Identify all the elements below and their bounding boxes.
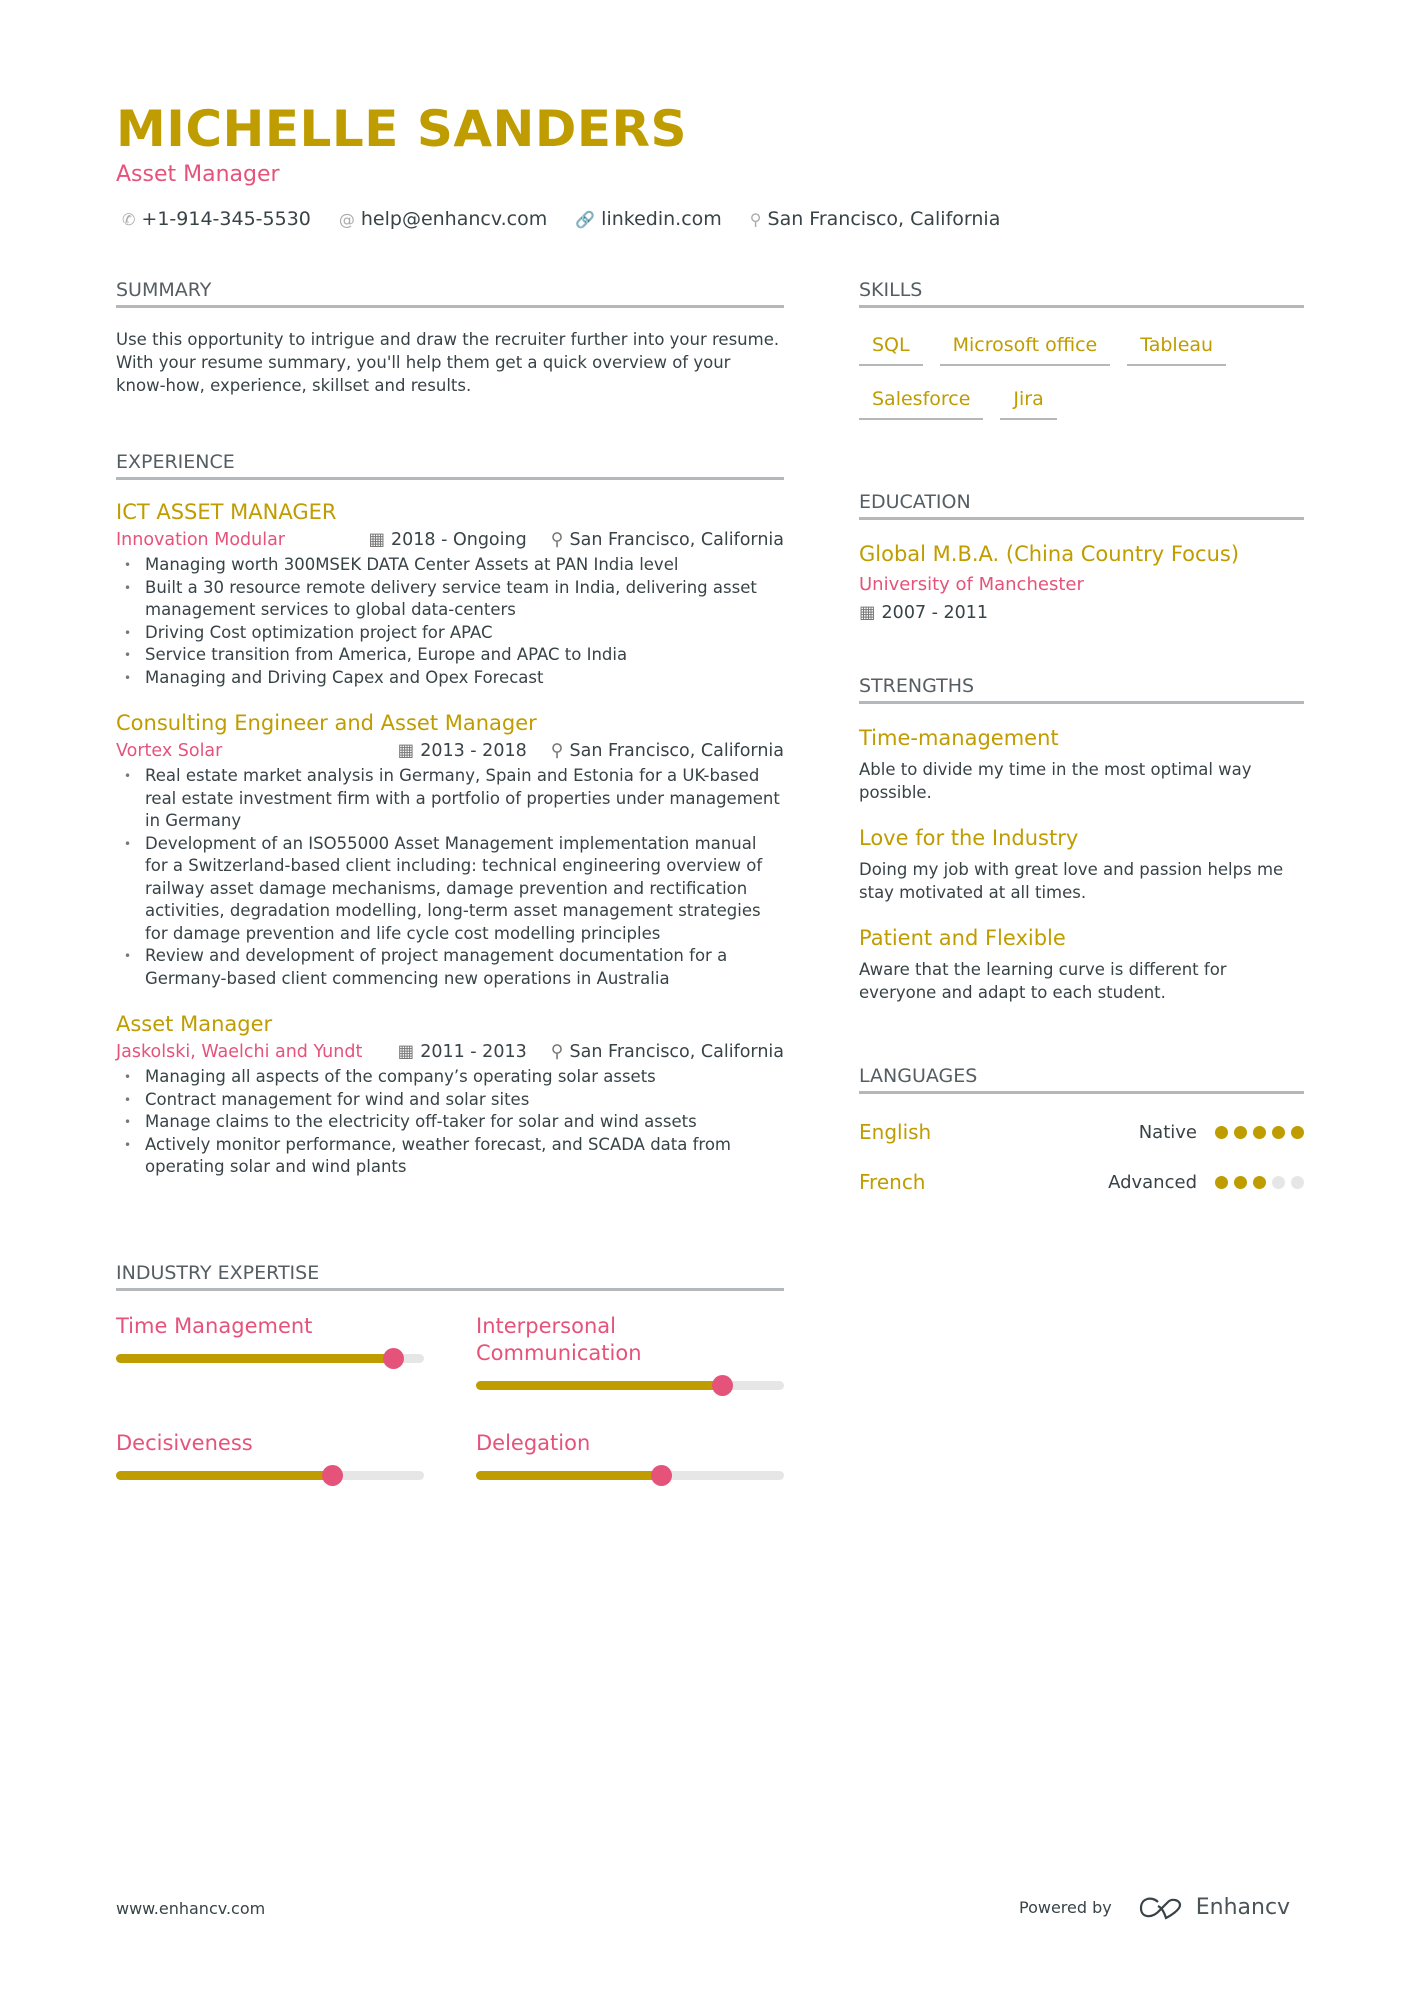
slider-thumb xyxy=(383,1348,404,1369)
expertise-slider xyxy=(476,1381,784,1390)
calendar-icon: ▦ xyxy=(368,530,385,550)
skill-tag: Jira xyxy=(1000,388,1056,420)
contact-item[interactable] xyxy=(750,208,1001,230)
language-rating xyxy=(1215,1126,1304,1139)
slider-fill xyxy=(116,1471,332,1480)
phone-icon: ✆ xyxy=(122,210,136,229)
rating-dot xyxy=(1234,1126,1247,1139)
job-bullets xyxy=(116,765,784,990)
summary-section xyxy=(116,279,784,397)
calendar-icon: ▦ xyxy=(397,1042,415,1062)
rating-dot xyxy=(1234,1176,1247,1189)
calendar-icon: ▦ xyxy=(859,603,876,623)
contact-item[interactable] xyxy=(122,208,311,230)
languages-heading: LANGUAGES xyxy=(859,1065,1304,1094)
job-dates: 2013 - 2018 xyxy=(420,741,527,761)
experience-section xyxy=(116,451,784,1179)
education-heading: EDUCATION xyxy=(859,491,1304,520)
job-entry xyxy=(116,500,784,689)
contact-item[interactable] xyxy=(575,208,722,230)
skill-tag: SQL xyxy=(859,334,923,366)
bullet-item: • Built a 30 resource remote delivery service team in India, delivering asset management services to global data-centers xyxy=(116,577,784,622)
summary-heading: SUMMARY xyxy=(116,279,784,308)
language-row xyxy=(859,1170,1304,1194)
contact-text: San Francisco, California xyxy=(767,208,1001,230)
job-location-wrap xyxy=(551,1042,784,1062)
bullet-item: • Driving Cost optimization project for APAC xyxy=(116,622,784,645)
slider-fill xyxy=(476,1381,722,1390)
job-details xyxy=(398,1042,784,1062)
strength-title: Time-management xyxy=(859,726,1059,750)
job-title: ICT ASSET MANAGER xyxy=(116,500,337,524)
bullet-item: • Contract management for wind and solar sites xyxy=(116,1089,784,1112)
candidate-name: MICHELLE SANDERS xyxy=(116,100,688,158)
language-row xyxy=(859,1120,1304,1144)
contact-text: linkedin.com xyxy=(601,208,722,230)
rating-dot xyxy=(1253,1126,1266,1139)
slider-fill xyxy=(116,1354,393,1363)
job-location-wrap xyxy=(551,530,784,550)
job-location: San Francisco, California xyxy=(569,741,784,761)
candidate-title: Asset Manager xyxy=(116,162,280,187)
strength-text: Doing my job with great love and passion helps me stay motivated at all times. xyxy=(859,860,1284,902)
company-name: Vortex Solar xyxy=(116,741,223,761)
strength-title: Love for the Industry xyxy=(859,826,1079,850)
strengths-heading: STRENGTHS xyxy=(859,675,1304,704)
bullet-item: • Managing and Driving Capex and Opex Forecast xyxy=(116,667,784,690)
education-section xyxy=(859,491,1304,623)
expertise-heading: INDUSTRY EXPERTISE xyxy=(116,1262,784,1291)
rating-dot xyxy=(1272,1126,1285,1139)
language-level: Native xyxy=(1138,1121,1197,1143)
job-bullets xyxy=(116,1066,784,1179)
job-meta xyxy=(116,1042,784,1062)
language-name: English xyxy=(859,1120,932,1144)
skills-section xyxy=(859,279,1304,420)
summary-text: Use this opportunity to intrigue and draw the recruiter further into your resume. With your resume summary, you'll help them get a quick overview of your know-how, experience, skillset and results. xyxy=(116,330,780,395)
skill-tag: Microsoft office xyxy=(940,334,1111,366)
contact-bar xyxy=(122,208,1000,230)
bullet-item: • Real estate market analysis in Germany, Spain and Estonia for a UK-based real estate investment firm with a portfolio of properties under management in Germany xyxy=(116,765,784,833)
job-dates: 2018 - Ongoing xyxy=(390,530,527,550)
job-meta xyxy=(116,741,784,761)
at-icon: @ xyxy=(338,210,355,229)
expertise-item xyxy=(476,1430,784,1480)
powered-by: Powered by xyxy=(1019,1898,1112,1917)
language-level: Advanced xyxy=(1108,1171,1197,1193)
enhancv-brand: Enhancv xyxy=(1195,1895,1291,1920)
enhancv-logo-icon xyxy=(1138,1896,1184,1920)
job-entry xyxy=(116,1012,784,1179)
strength-text: Aware that the learning curve is different for everyone and adapt to each student. xyxy=(859,960,1227,1002)
rating-dot xyxy=(1215,1176,1228,1189)
calendar-icon: ▦ xyxy=(397,741,415,761)
rating-dot xyxy=(1215,1126,1228,1139)
languages-section xyxy=(859,1065,1304,1194)
contact-text: +1-914-345-5530 xyxy=(141,208,311,230)
skill-tag: Salesforce xyxy=(859,388,983,420)
expertise-label: Time Management xyxy=(116,1314,313,1338)
slider-fill xyxy=(476,1471,661,1480)
job-location: San Francisco, California xyxy=(569,530,784,550)
rating-dot xyxy=(1291,1176,1304,1189)
company-name: Innovation Modular xyxy=(116,530,286,550)
expertise-slider xyxy=(116,1354,424,1363)
language-name: French xyxy=(859,1170,926,1194)
slider-thumb xyxy=(322,1465,343,1486)
strength-title: Patient and Flexible xyxy=(859,926,1066,950)
expertise-slider xyxy=(476,1471,784,1480)
job-dates-wrap xyxy=(398,741,527,761)
contact-text: help@enhancv.com xyxy=(360,208,548,230)
rating-dot xyxy=(1272,1176,1285,1189)
expertise-label: Interpersonal Communication xyxy=(476,1314,642,1365)
job-title: Asset Manager xyxy=(116,1012,273,1036)
job-bullets xyxy=(116,554,784,689)
link-icon: 🔗 xyxy=(575,210,596,229)
rating-dot xyxy=(1291,1126,1304,1139)
expertise-label: Delegation xyxy=(476,1431,591,1455)
contact-item[interactable] xyxy=(339,208,547,230)
bullet-item: • Managing worth 300MSEK DATA Center Assets at PAN India level xyxy=(116,554,784,577)
bullet-item: • Development of an ISO55000 Asset Management implementation manual for a Switzerland-based client including: technical engineering overview of railway asset damage mechanisms, damage prevention and rectification activities, degradation modelling, long-term asset management strategies for damage prevention and life cycle cost modelling principles xyxy=(116,833,784,946)
skills-heading: SKILLS xyxy=(859,279,1304,308)
bullet-item: • Manage claims to the electricity off-taker for solar and wind assets xyxy=(116,1111,784,1134)
rating-dot xyxy=(1253,1176,1266,1189)
strength-text: Able to divide my time in the most optimal way possible. xyxy=(859,760,1252,802)
location-icon: ⚲ xyxy=(550,1042,564,1062)
school: University of Manchester xyxy=(859,574,1084,595)
skill-tag: Tableau xyxy=(1127,334,1226,366)
expertise-slider xyxy=(116,1471,424,1480)
slider-thumb xyxy=(712,1375,733,1396)
job-meta xyxy=(116,530,784,550)
job-dates-wrap xyxy=(368,530,526,550)
expertise-item xyxy=(116,1313,424,1390)
expertise-item xyxy=(476,1313,784,1390)
location-icon: ⚲ xyxy=(550,530,564,550)
company-name: Jaskolski, Waelchi and Yundt xyxy=(116,1042,363,1062)
slider-thumb xyxy=(651,1465,672,1486)
education-dates: 2007 - 2011 xyxy=(881,603,989,623)
job-dates: 2011 - 2013 xyxy=(420,1042,527,1062)
footer-branding xyxy=(1019,1895,1290,1920)
job-entry xyxy=(116,711,784,990)
footer-website[interactable]: www.enhancv.com xyxy=(116,1899,266,1918)
job-title: Consulting Engineer and Asset Manager xyxy=(116,711,537,735)
bullet-item: • Actively monitor performance, weather forecast, and SCADA data from operating solar and wind plants xyxy=(116,1134,784,1179)
location-icon: ⚲ xyxy=(749,210,762,229)
bullet-item: • Managing all aspects of the company’s operating solar assets xyxy=(116,1066,784,1089)
job-location: San Francisco, California xyxy=(569,1042,784,1062)
job-details xyxy=(398,741,784,761)
expertise-item xyxy=(116,1430,424,1480)
job-dates-wrap xyxy=(398,1042,527,1062)
job-details xyxy=(368,530,784,550)
expertise-label: Decisiveness xyxy=(116,1431,253,1455)
degree: Global M.B.A. (China Country Focus) xyxy=(859,542,1240,566)
experience-heading: EXPERIENCE xyxy=(116,451,784,480)
expertise-section xyxy=(116,1262,784,1480)
bullet-item: • Review and development of project management documentation for a Germany-based client commencing new operations in Australia xyxy=(116,945,784,990)
location-icon: ⚲ xyxy=(550,741,564,761)
job-location-wrap xyxy=(551,741,784,761)
strengths-section xyxy=(859,675,1304,1004)
language-rating xyxy=(1215,1176,1304,1189)
bullet-item: • Service transition from America, Europe and APAC to India xyxy=(116,644,784,667)
